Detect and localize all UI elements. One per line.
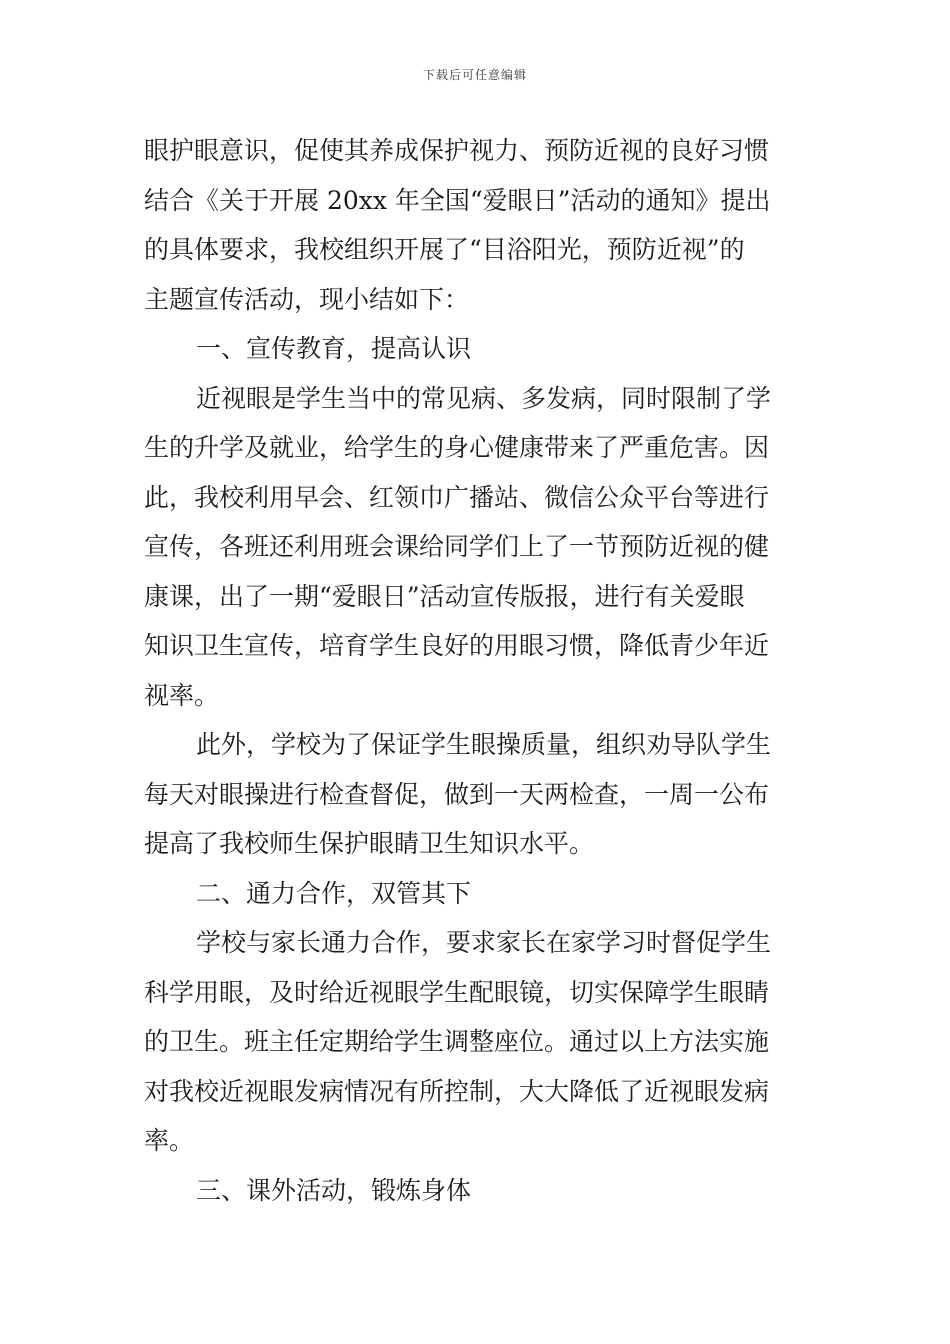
text-line: 率。 [144, 1126, 195, 1155]
text-line: 近视眼是学生当中的常见病、多发病，同时限制了学 [196, 383, 772, 413]
text-line: 知识卫生宣传，培育学生良好的用眼习惯，降低青少年近 [144, 631, 770, 660]
text-line: 提高了我校师生保护眼睛卫生知识水平。 [144, 829, 595, 858]
section-heading: 一、宣传教育，提高认识 [196, 334, 472, 363]
text-line: 康课，出了一期“爱眼日”活动宣传版报，进行有关爱眼 [144, 581, 745, 611]
text-line: 主题宣传活动，现小结如下： [144, 284, 470, 314]
text-line: 对我校近视眼发病情况有所控制，大大降低了近视眼发病 [144, 1076, 770, 1106]
text-line: 宣传，各班还利用班会课给同学们上了一节预防近视的健 [144, 532, 770, 561]
section-heading: 三、课外活动，锻炼身体 [196, 1175, 472, 1205]
text-line: 眼护眼意识，促使其养成保护视力、预防近视的良好习惯 [144, 136, 770, 165]
page-header: 下载后可任意编辑 [422, 68, 527, 82]
text-line: 科学用眼，及时给近视眼学生配眼镜，切实保障学生眼睛 [144, 977, 770, 1007]
text-line: 此，我校利用早会、红领巾广播站、微信公众平台等进行 [144, 482, 770, 512]
text-line: 生的升学及就业，给学生的身心健康带来了严重危害。因 [144, 433, 770, 462]
text-line: 结合《关于开展 20xx 年全国“爱眼日”活动的通知》提出 [144, 185, 771, 215]
text-line: 的具体要求，我校组织开展了“目浴阳光，预防近视”的 [144, 235, 745, 264]
text-line: 学校与家长通力合作，要求家长在家学习时督促学生 [196, 928, 772, 957]
section-heading: 二、通力合作，双管其下 [196, 878, 472, 908]
text-line: 每天对眼操进行检查督促，做到一天两检查，一周一公布 [144, 779, 770, 809]
text-line: 视率。 [144, 680, 220, 710]
text-line: 的卫生。班主任定期给学生调整座位。通过以上方法实施 [144, 1027, 770, 1056]
document-body [144, 126, 814, 1215]
text-line: 此外，学校为了保证学生眼操质量，组织劝导队学生 [196, 730, 772, 759]
